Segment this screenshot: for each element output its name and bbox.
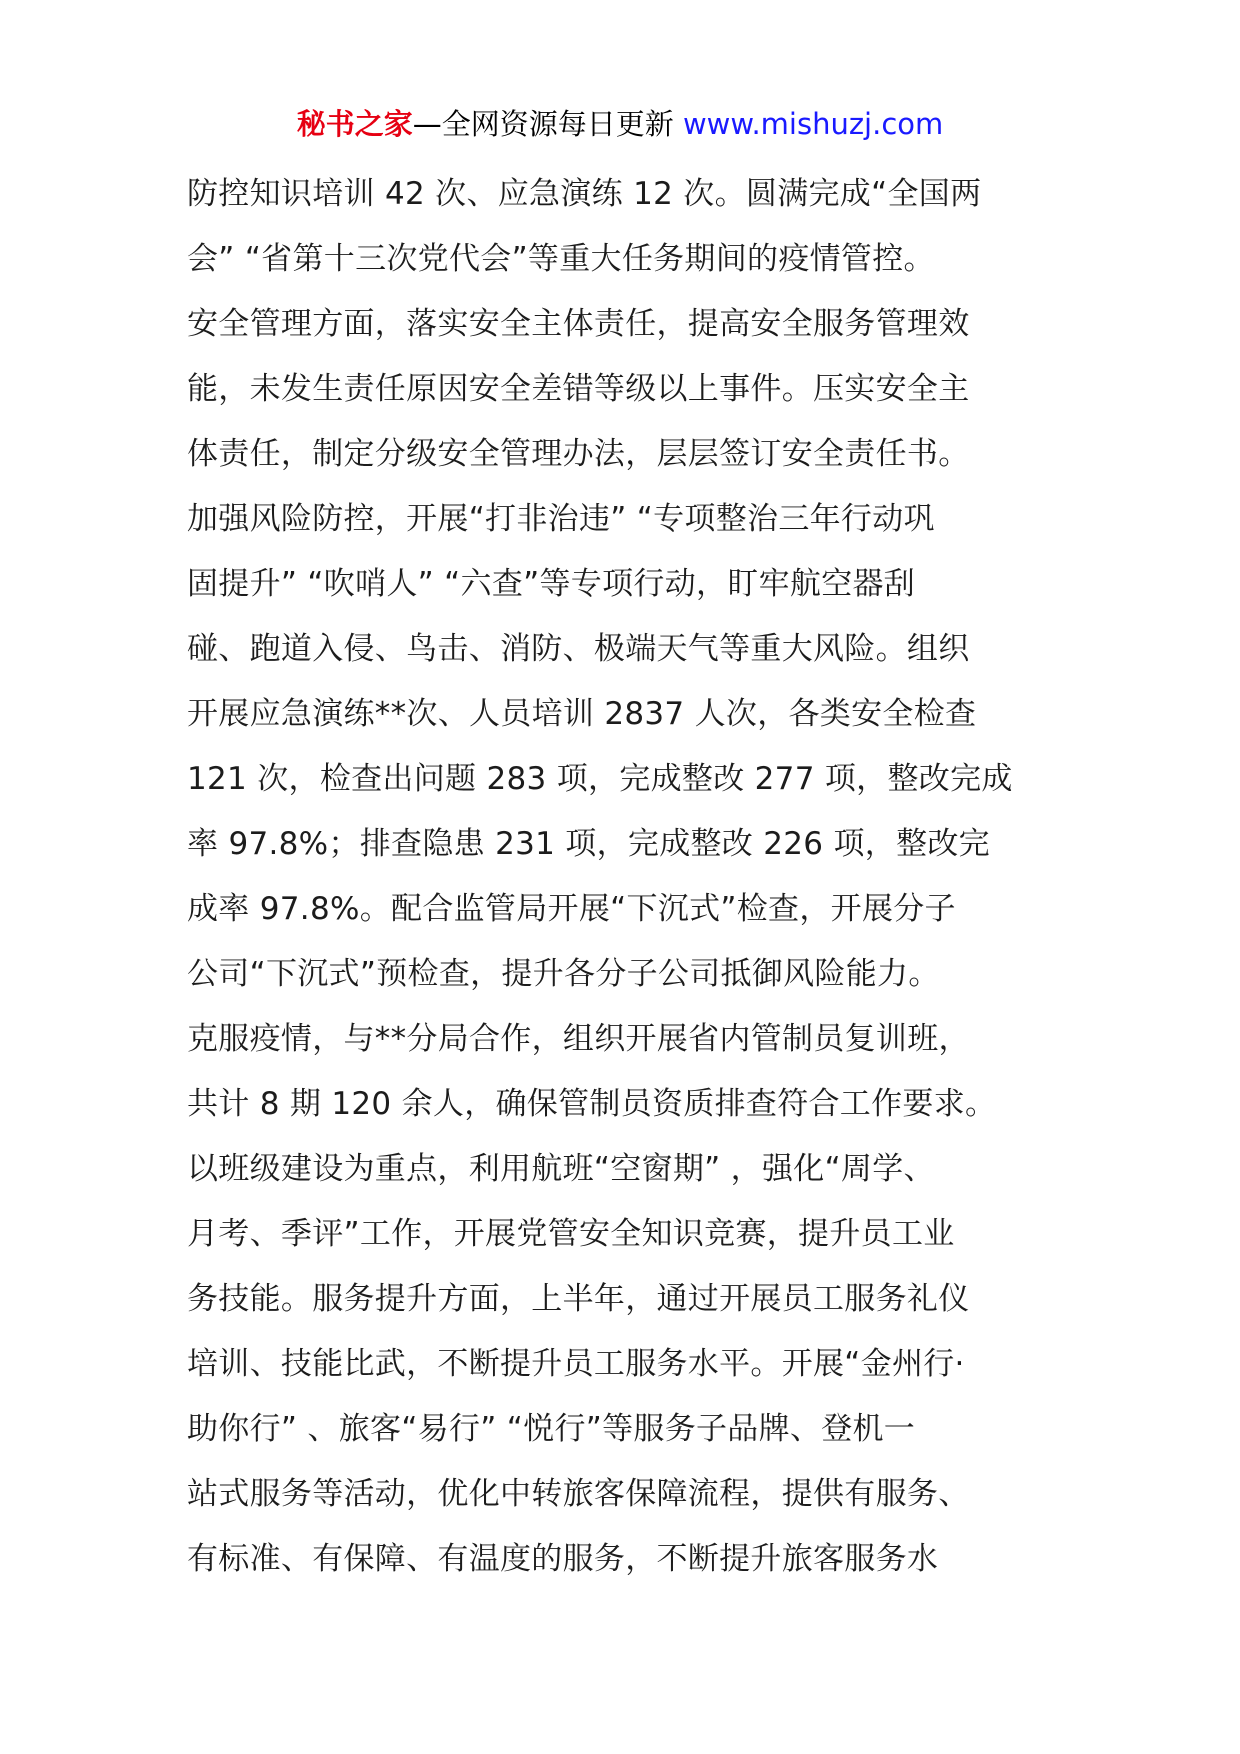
text-line: 防控知识培训 42 次、应急演练 12 次。圆满完成“全国两: [187, 176, 982, 212]
text-line: 有标准、有保障、有温度的服务，不断提升旅客服务水: [187, 1541, 939, 1577]
site-header: [0, 104, 1240, 144]
text-line: 务技能。服务提升方面，上半年，通过开展员工服务礼仪: [187, 1281, 970, 1317]
text-line: 培训、技能比武，不断提升员工服务水平。开展“金州行·: [187, 1346, 965, 1382]
text-line: 体责任，制定分级安全管理办法，层层签订安全责任书。: [187, 436, 970, 472]
document-body: [187, 162, 1057, 1592]
text-line: 共计 8 期 120 余人，确保管制员资质排查符合工作要求。: [187, 1086, 997, 1122]
text-line: 助你行” 、旅客“易行” “悦行”等服务子品牌、登机一: [187, 1411, 916, 1447]
text-line: 开展应急演练**次、人员培训 2837 人次，各类安全检查: [187, 696, 977, 732]
text-line: 固提升” “吹哨人” “六查”等专项行动，盯牢航空器刮: [187, 566, 916, 602]
header-brand: 秘书之家: [296, 107, 413, 141]
text-line: 安全管理方面，落实安全主体责任，提高安全服务管理效: [187, 306, 970, 342]
header-url-link[interactable]: www.mishuzj.com: [682, 107, 944, 141]
text-line: 公司“下沉式”预检查，提升各分子公司抵御风险能力。: [187, 956, 940, 992]
text-line: 以班级建设为重点，利用航班“空窗期” ，强化“周学、: [187, 1151, 935, 1187]
header-tagline: —全网资源每日更新: [412, 107, 683, 141]
text-line: 月考、季评”工作，开展党管安全知识竞赛，提升员工业: [187, 1216, 955, 1252]
text-line: 碰、跑道入侵、鸟击、消防、极端天气等重大风险。组织: [187, 631, 970, 667]
text-line: 成率 97.8%。配合监管局开展“下沉式”检查，开展分子: [187, 891, 956, 927]
text-line: 克服疫情，与**分局合作，组织开展省内管制员复训班，: [187, 1021, 970, 1057]
text-line: 会” “省第十三次党代会”等重大任务期间的疫情管控。: [187, 241, 935, 277]
text-line: 站式服务等活动，优化中转旅客保障流程，提供有服务、: [187, 1476, 970, 1512]
text-line: 121 次，检查出问题 283 项，完成整改 277 项，整改完成: [187, 761, 1013, 797]
text-line: 能，未发生责任原因安全差错等级以上事件。压实安全主: [187, 371, 970, 407]
text-line: 率 97.8%；排查隐患 231 项，完成整改 226 项，整改完: [187, 826, 990, 862]
text-line: 加强风险防控，开展“打非治违” “专项整治三年行动巩: [187, 501, 935, 537]
